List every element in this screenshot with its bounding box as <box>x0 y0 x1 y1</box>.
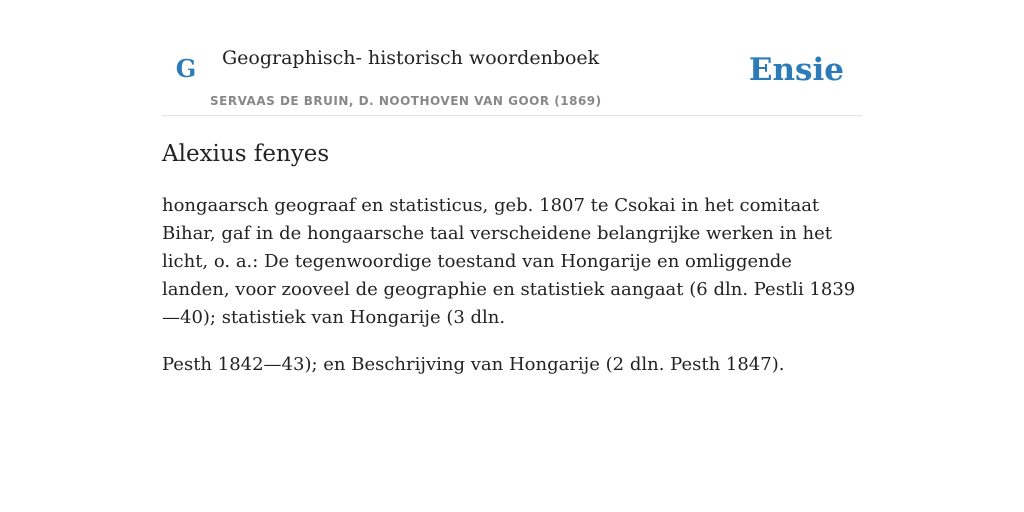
ensie-logo-link[interactable]: Ensie <box>748 52 844 88</box>
book-title-link[interactable]: Geographisch- historisch woordenboek <box>222 47 600 69</box>
book-header <box>162 0 862 116</box>
page <box>162 0 862 512</box>
entry-paragraph: Pesth 1842—43); en Beschrijving van Hongarije (2 dln. Pesth 1847). <box>162 354 785 375</box>
entry-body <box>162 192 862 398</box>
book-authors: SERVAAS DE BRUIN, D. NOOTHOVEN VAN GOOR (1869) <box>210 94 602 108</box>
entry-title: Alexius fenyes <box>162 141 330 167</box>
book-logo[interactable]: G <box>175 54 197 83</box>
entry-paragraph: hongaarsch geograaf en statisticus, geb. 1807 te Csokai in het comitaat Bihar, gaf in de hongaarsche taal verscheidene belangrijke werken in het licht, o. a.: De tegenwoordige toestand van Hongarije en omliggende landen, voor zooveel de geographie en statistiek aangaat (6 dln. Pestli 1839—40); statistiek van Hongarije (3 dln. <box>162 195 856 328</box>
